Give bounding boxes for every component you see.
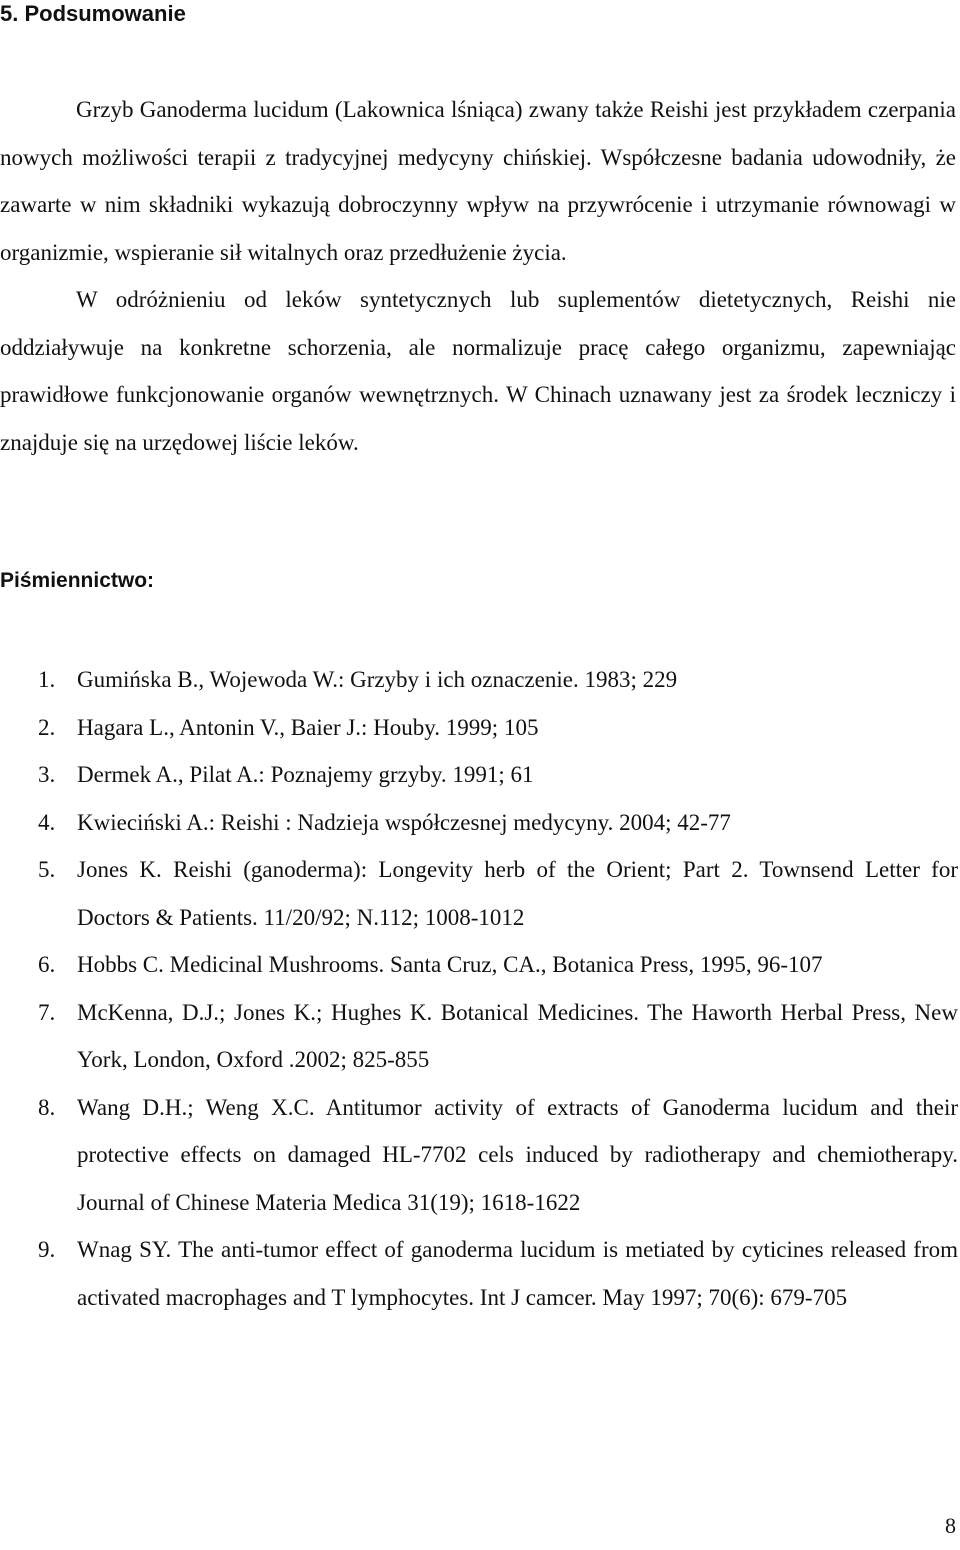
references-heading: Piśmiennictwo: bbox=[0, 569, 155, 592]
reference-item bbox=[0, 1084, 958, 1227]
reference-number: 1. bbox=[38, 667, 56, 692]
summary-paragraph-2: W odróżnieniu od leków syntetycznych lub suplementów dietetycznych, Reishi nie oddziaływuje na konkretne schorzenia, ale normalizuje pracę całego organizmu, zapewniając prawidłowe funkcjonowanie organów wewnętrznych. W Chinach uznawany jest za środek leczniczy i znajduje się na urzędowej liście leków. bbox=[0, 287, 956, 455]
summary-paragraph-1: Grzyb Ganoderma lucidum (Lakownica lśniąca) zwany także Reishi jest przykładem czerpania nowych możliwości terapii z tradycyjnej medycyny chińskiej. Współczesne badania udowodniły, że zawarte w nim składniki wykazują dobroczynny wpływ na przywrócenie i utrzymanie równowagi w organizmie, wspieranie sił witalnych oraz przedłużenie życia. bbox=[0, 97, 956, 265]
reference-text: Jones K. Reishi (ganoderma): Longevity herb of the Orient; Part 2. Townsend Letter for Doctors & Patients. 11/20/92; N.112; 1008-1012 bbox=[77, 857, 958, 930]
reference-number: 8. bbox=[38, 1094, 56, 1120]
reference-text: Gumińska B., Wojewoda W.: Grzyby i ich oznaczenie. 1983; 229 bbox=[77, 667, 678, 692]
reference-item bbox=[0, 846, 958, 941]
reference-item bbox=[0, 656, 958, 704]
reference-number: 9. bbox=[38, 1237, 56, 1262]
reference-number: 7. bbox=[38, 999, 56, 1025]
reference-text: McKenna, D.J.; Jones K.; Hughes K. Botanical Medicines. The Haworth Herbal Press, New York, London, Oxford .2002; 825-855 bbox=[77, 999, 958, 1072]
reference-item bbox=[0, 1226, 958, 1321]
reference-number: 2. bbox=[38, 714, 56, 740]
reference-item bbox=[0, 799, 958, 847]
reference-text: Wnag SY. The anti-tumor effect of ganoderma lucidum is metiated by cyticines released from activated macrophages and T lymphocytes. Int J camcer. May 1997; 70(6): 679-705 bbox=[77, 1237, 958, 1310]
reference-item bbox=[0, 941, 958, 989]
reference-number: 6. bbox=[38, 952, 56, 977]
reference-number: 4. bbox=[38, 809, 56, 835]
reference-text: Kwieciński A.: Reishi : Nadzieja współczesnej medycyny. 2004; 42-77 bbox=[77, 809, 731, 835]
reference-text: Dermek A., Pilat A.: Poznajemy grzyby. 1991; 61 bbox=[77, 762, 534, 787]
reference-text: Hagara L., Antonin V., Baier J.: Houby. 1999; 105 bbox=[77, 714, 539, 740]
references-list bbox=[0, 656, 958, 1321]
page-number: 8 bbox=[945, 1513, 956, 1538]
reference-text: Wang D.H.; Weng X.C. Antitumor activity of extracts of Ganoderma lucidum and their protective effects on damaged HL-7702 cels induced by radiotherapy and chemiotherapy. Journal of Chinese Materia Medica 31(19); 1618-1622 bbox=[77, 1094, 958, 1215]
summary-body bbox=[0, 86, 956, 466]
reference-item bbox=[0, 704, 958, 752]
section-title: 5. Podsumowanie bbox=[0, 1, 186, 26]
reference-number: 3. bbox=[38, 762, 56, 787]
reference-item bbox=[0, 989, 958, 1084]
reference-item bbox=[0, 751, 958, 799]
reference-text: Hobbs C. Medicinal Mushrooms. Santa Cruz, CA., Botanica Press, 1995, 96-107 bbox=[77, 952, 823, 977]
reference-number: 5. bbox=[38, 857, 56, 882]
